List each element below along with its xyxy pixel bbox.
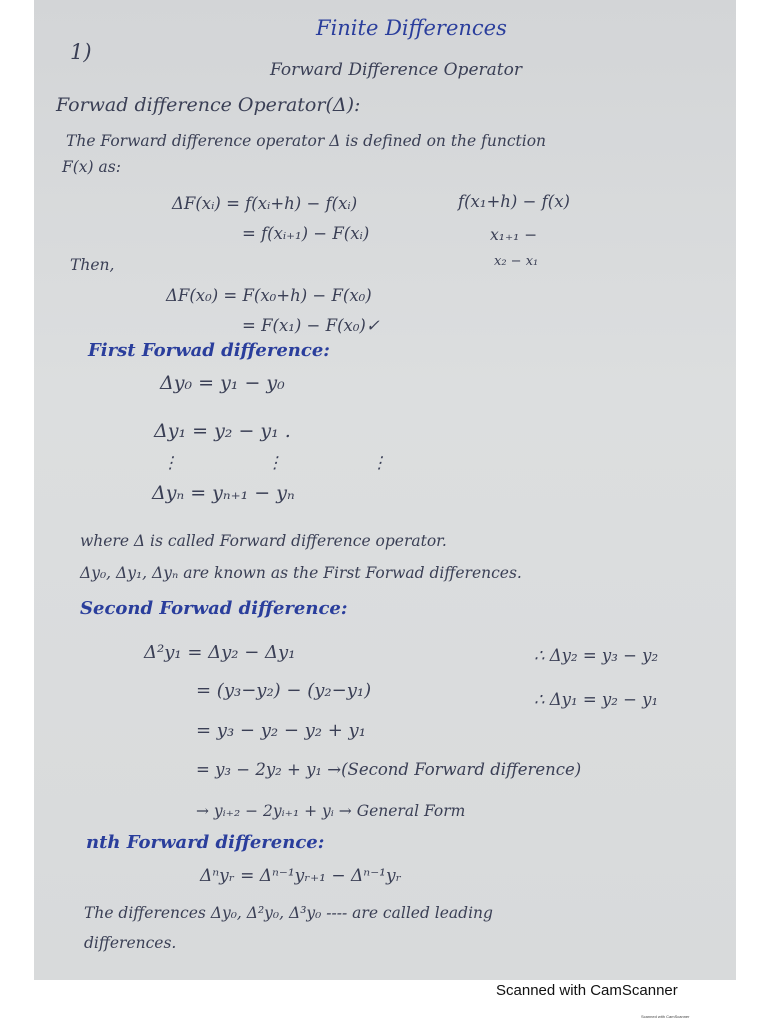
equation-delta2-y1: Δ²y₁ = Δy₂ − Δy₁: [144, 642, 296, 663]
section-second-forward-heading: Second Forwad difference:: [80, 598, 348, 619]
section-operator-heading: Forwad difference Operator(Δ):: [56, 94, 361, 116]
side-delta-y2: ∴ Δy₂ = y₃ − y₂: [534, 646, 659, 665]
equation-delta-y0: Δy₀ = y₁ − y₀: [160, 372, 285, 394]
section-first-forward-heading: First Forwad difference:: [88, 340, 330, 361]
page-title: Finite Differences: [316, 16, 507, 40]
section-nth-forward-heading: nth Forward difference:: [86, 832, 325, 853]
equation-delta-yn: Δyₙ = yₙ₊₁ − yₙ: [152, 482, 295, 504]
then-label: Then,: [70, 256, 115, 274]
page-subtitle: Forward Difference Operator: [270, 60, 522, 80]
equation-step-1: = (y₃−y₂) − (y₂−y₁): [196, 680, 372, 701]
side-delta-y1: ∴ Δy₁ = y₂ − y₁: [534, 690, 659, 709]
notebook-page: [34, 0, 736, 980]
where-line: where Δ is called Forward difference operator.: [80, 532, 447, 550]
vertical-dots: ⋮⋮⋮: [162, 453, 476, 472]
equation-delta-f-x0-2: = F(x₁) − F(x₀)✓: [242, 316, 380, 335]
known-as-line: Δy₀, Δy₁, Δyₙ are known as the First Forwad differences.: [80, 564, 522, 582]
definition-line-1: The Forward difference operator Δ is defined on the function: [66, 132, 547, 150]
side-note-1: f(x₁+h) − f(x): [458, 192, 570, 211]
side-note-3: x₂ − x₁: [494, 254, 539, 269]
equation-delta-f-xi: ΔF(xᵢ) = f(xᵢ+h) − f(xᵢ): [172, 194, 358, 213]
camscanner-watermark: Scanned with CamScanner: [496, 982, 678, 999]
leading-differences-line-2: differences.: [84, 934, 177, 952]
definition-line-2: F(x) as:: [62, 158, 121, 176]
equation-delta-y1: Δy₁ = y₂ − y₁ .: [154, 420, 291, 442]
equation-step-3: = y₃ − 2y₂ + y₁ →(Second Forward difference): [196, 760, 582, 779]
page-number: 1): [70, 40, 92, 64]
equation-delta-f-x0: ΔF(x₀) = F(x₀+h) − F(x₀): [166, 286, 372, 305]
leading-differences-line-1: The differences Δy₀, Δ²y₀, Δ³y₀ ---- are called leading: [84, 904, 493, 922]
equation-delta-f-xi-2: = f(xᵢ₊₁) − F(xᵢ): [242, 224, 370, 243]
equation-general-form: → yᵢ₊₂ − 2yᵢ₊₁ + yᵢ → General Form: [196, 802, 466, 820]
side-note-2: x₁₊₁ −: [490, 226, 538, 244]
camscanner-watermark-small: Scanned with CamScanner: [641, 1014, 690, 1019]
equation-nth-difference: Δⁿyᵣ = Δⁿ⁻¹yᵣ₊₁ − Δⁿ⁻¹yᵣ: [200, 866, 402, 886]
equation-step-2: = y₃ − y₂ − y₂ + y₁: [196, 720, 366, 741]
